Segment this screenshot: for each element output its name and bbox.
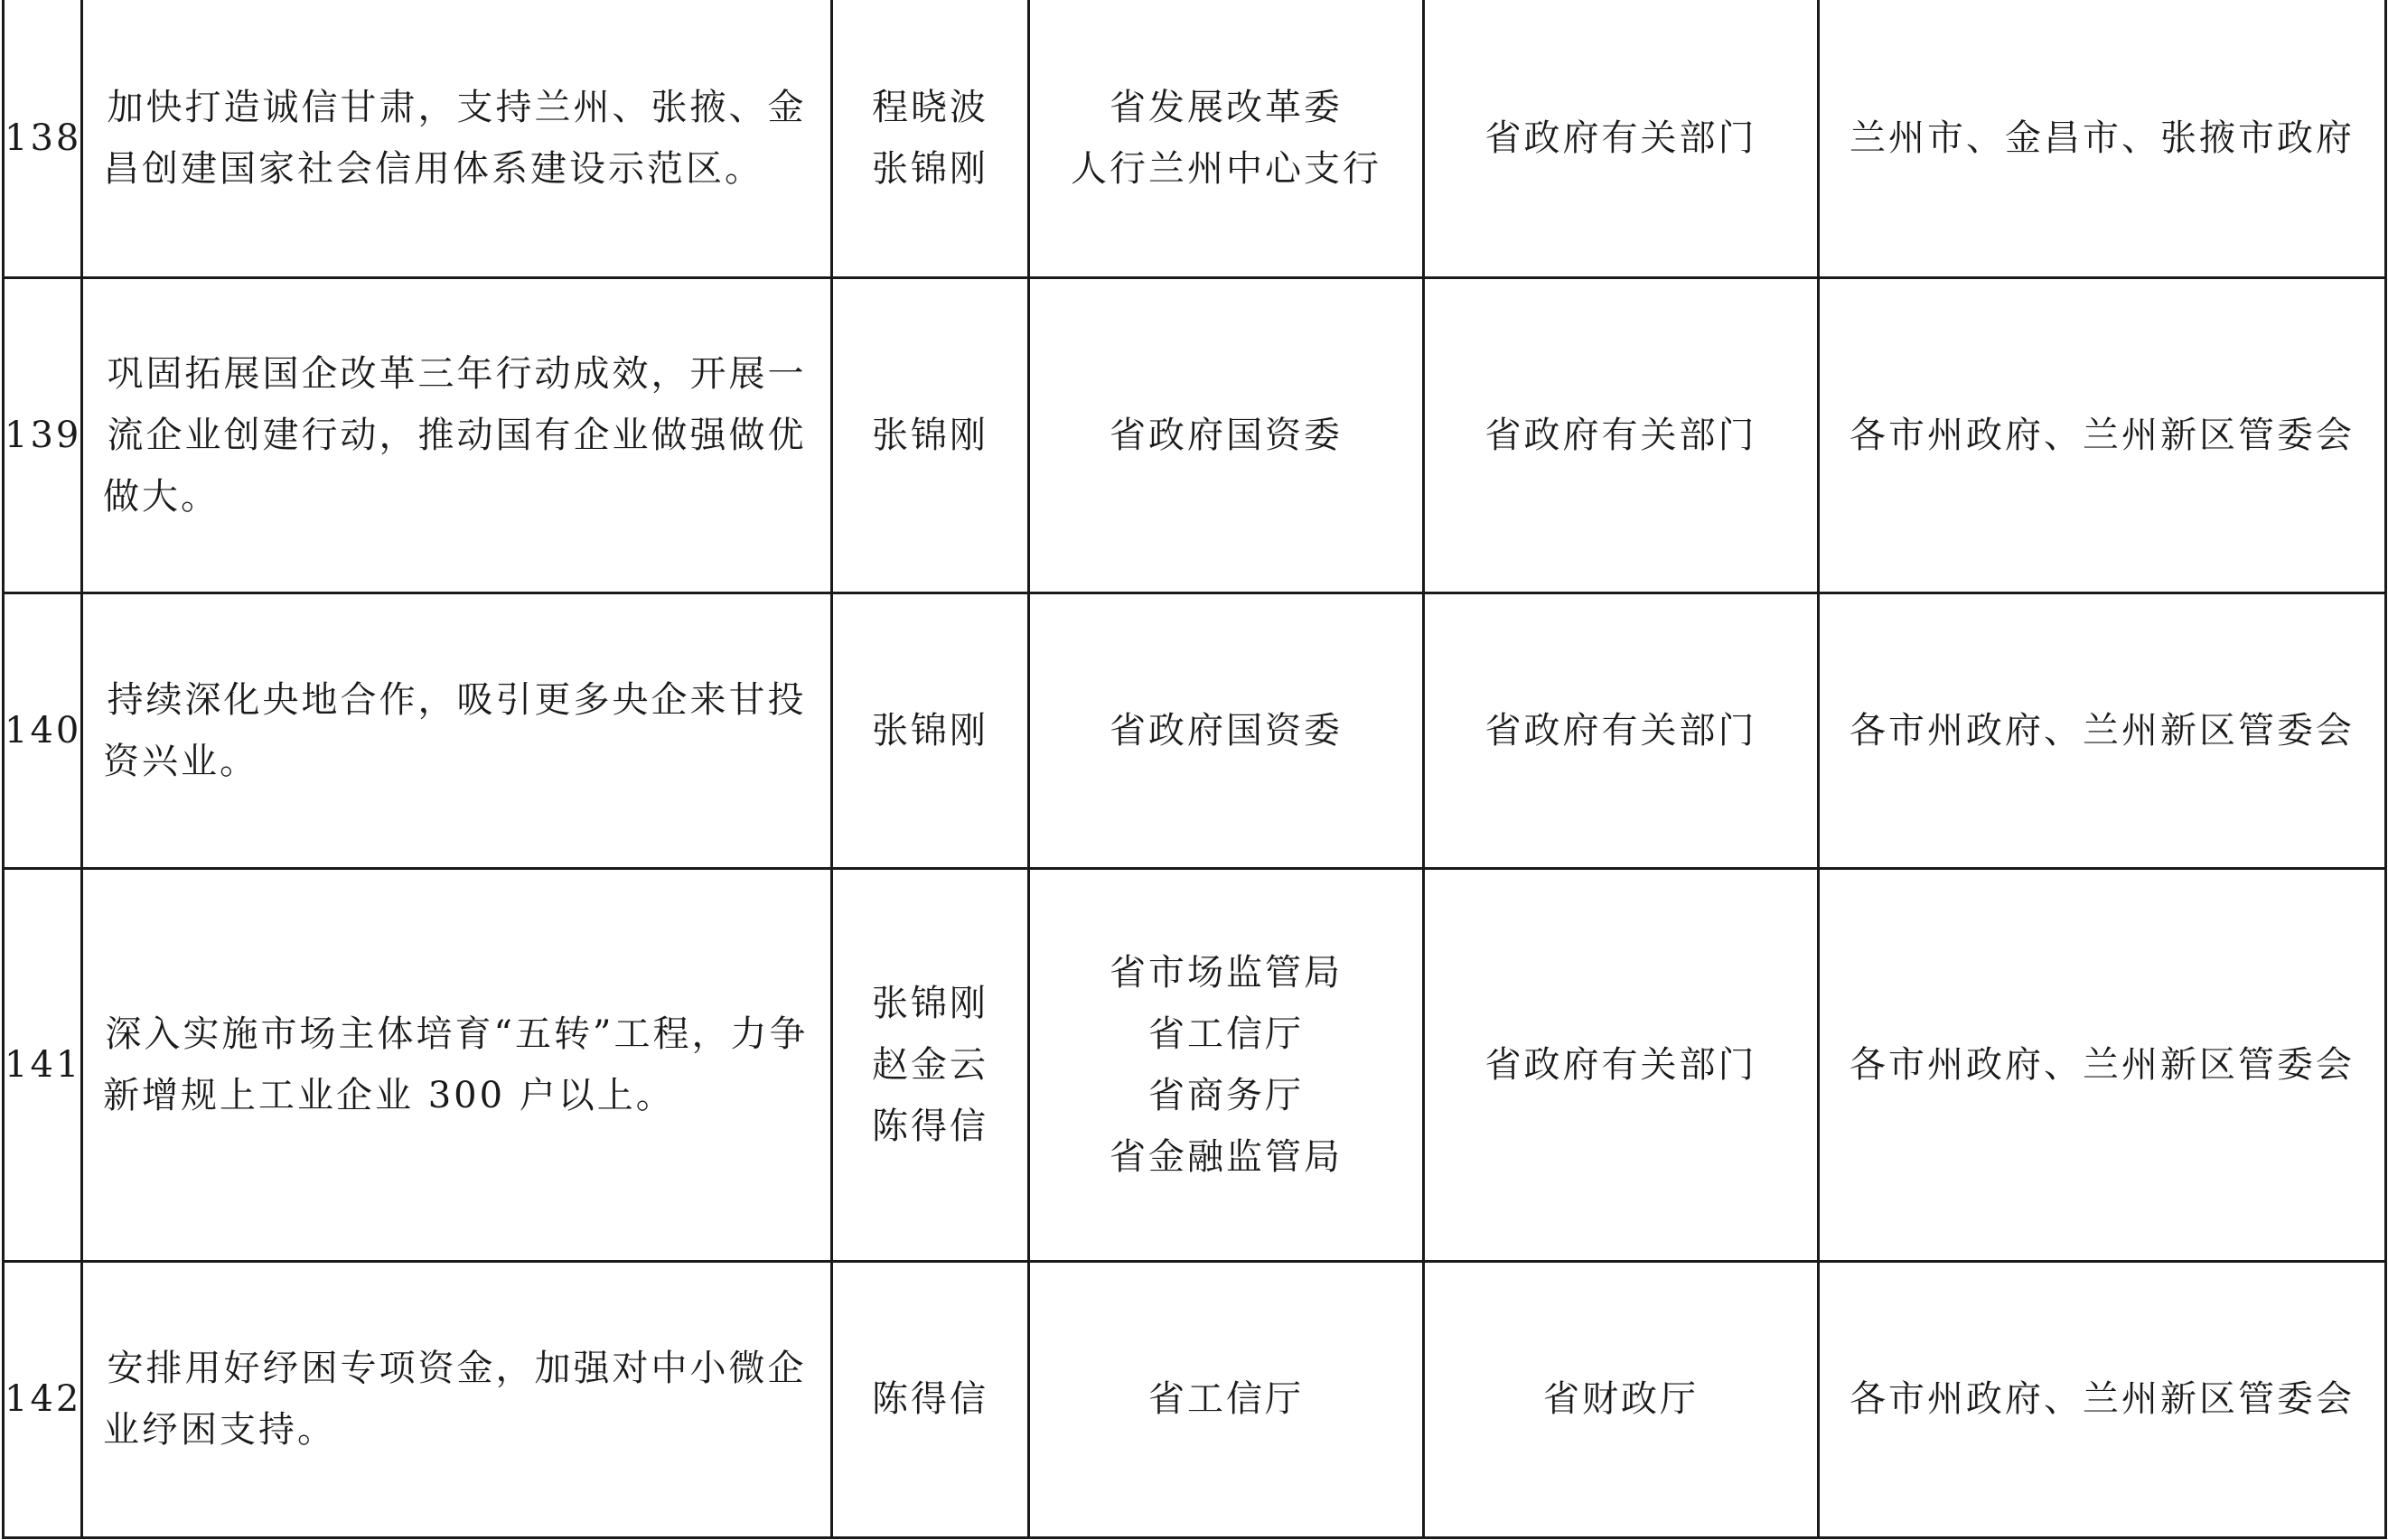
task-description-cell: 深入实施市场主体培育“五转”工程，力争新增规上工业企业 300 户以上。 <box>82 868 832 1261</box>
local-governments-cell: 兰州市、金昌市、张掖市政府 <box>1819 0 2386 277</box>
lead-unit: 人行兰州中心支行 <box>1071 147 1381 190</box>
participating-units-cell: 省财政厅 <box>1424 1261 1819 1537</box>
lead-unit: 省工信厅 <box>1148 1013 1304 1055</box>
lead-units-cell <box>1029 0 1424 277</box>
responsible-leaders-cell <box>832 868 1029 1261</box>
table-row <box>4 868 2386 1261</box>
task-description-cell: 加快打造诚信甘肃，支持兰州、张掖、金昌创建国家社会信用体系建设示范区。 <box>82 0 832 277</box>
task-description-cell: 巩固拓展国企改革三年行动成效，开展一流企业创建行动，推动国有企业做强做优做大。 <box>82 277 832 593</box>
leader-name: 张锦刚 <box>872 709 988 751</box>
leader-name: 张锦刚 <box>872 982 988 1024</box>
table-row <box>4 0 2386 277</box>
participating-units-cell: 省政府有关部门 <box>1424 868 1819 1261</box>
task-description-cell: 持续深化央地合作，吸引更多央企来甘投资兴业。 <box>82 593 832 868</box>
leader-name: 张锦刚 <box>872 414 988 456</box>
local-governments-cell: 各市州政府、兰州新区管委会 <box>1819 868 2386 1261</box>
table-row <box>4 593 2386 868</box>
participating-units-cell: 省政府有关部门 <box>1424 593 1819 868</box>
participating-units-cell: 省政府有关部门 <box>1424 0 1819 277</box>
lead-unit: 省政府国资委 <box>1110 709 1343 751</box>
table-row <box>4 1261 2386 1537</box>
lead-unit: 省工信厅 <box>1148 1378 1304 1420</box>
leader-name: 张锦刚 <box>872 147 988 190</box>
lead-unit: 省金融监管局 <box>1110 1135 1343 1178</box>
leader-name: 赵金云 <box>872 1043 988 1086</box>
table-body <box>4 0 2386 1537</box>
row-number-cell: 140 <box>4 593 82 868</box>
leader-name: 程晓波 <box>872 86 988 128</box>
leader-name: 陈得信 <box>872 1378 988 1420</box>
lead-unit: 省政府国资委 <box>1110 414 1343 456</box>
leader-name: 陈得信 <box>872 1105 988 1147</box>
task-description-cell: 安排用好纾困专项资金，加强对中小微企业纾困支持。 <box>82 1261 832 1537</box>
lead-unit: 省发展改革委 <box>1110 86 1343 128</box>
local-governments-cell: 各市州政府、兰州新区管委会 <box>1819 1261 2386 1537</box>
responsible-leaders-cell <box>832 1261 1029 1537</box>
responsible-leaders-cell <box>832 277 1029 593</box>
row-number-cell: 138 <box>4 0 82 277</box>
table-row <box>4 277 2386 593</box>
local-governments-cell: 各市州政府、兰州新区管委会 <box>1819 277 2386 593</box>
row-number-cell: 139 <box>4 277 82 593</box>
lead-units-cell <box>1029 1261 1424 1537</box>
responsible-leaders-cell <box>832 0 1029 277</box>
row-number-cell: 141 <box>4 868 82 1261</box>
lead-unit: 省商务厅 <box>1148 1074 1304 1116</box>
row-number-cell: 142 <box>4 1261 82 1537</box>
local-governments-cell: 各市州政府、兰州新区管委会 <box>1819 593 2386 868</box>
task-assignment-table <box>2 0 2387 1539</box>
lead-units-cell <box>1029 277 1424 593</box>
lead-units-cell <box>1029 593 1424 868</box>
responsible-leaders-cell <box>832 593 1029 868</box>
lead-units-cell <box>1029 868 1424 1261</box>
lead-unit: 省市场监管局 <box>1110 951 1343 994</box>
participating-units-cell: 省政府有关部门 <box>1424 277 1819 593</box>
